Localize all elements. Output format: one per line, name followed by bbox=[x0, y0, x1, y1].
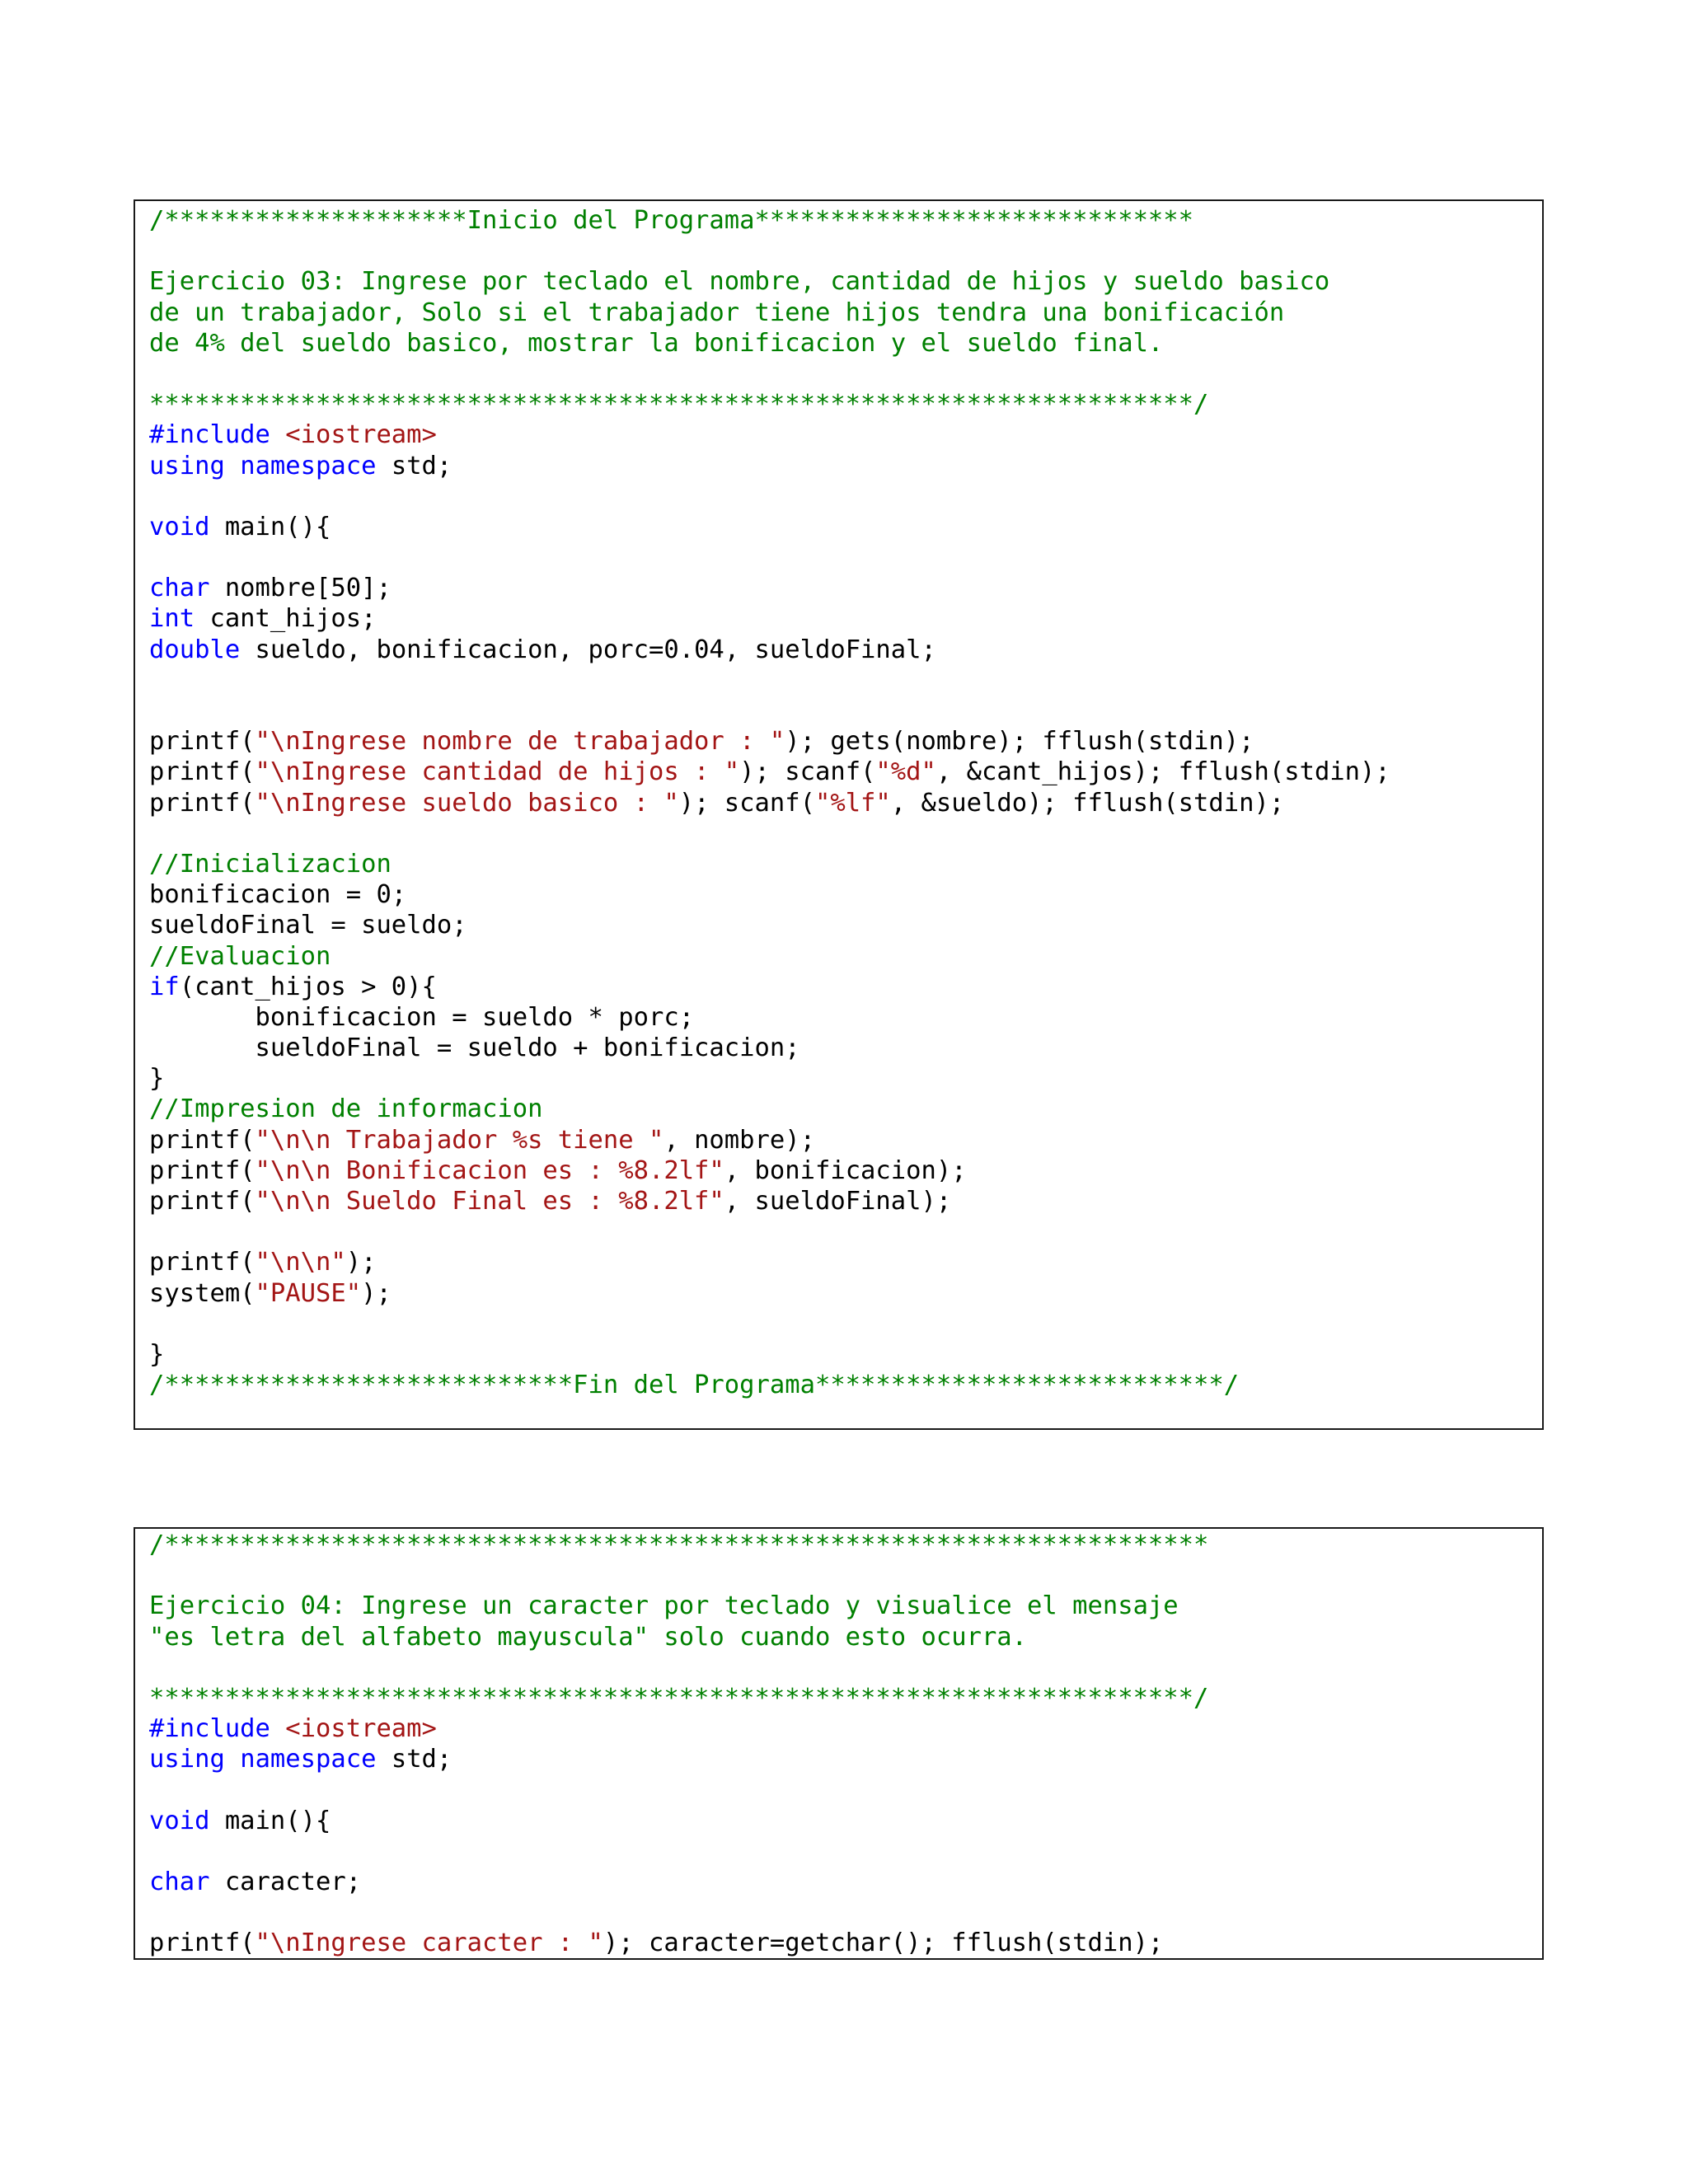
code-string: "\n\n Trabajador %s tiene " bbox=[255, 1125, 664, 1155]
code-keyword: int bbox=[149, 604, 195, 634]
code-string: <iostream> bbox=[285, 1714, 437, 1744]
code-line bbox=[149, 665, 1390, 696]
code-string: "\n\n Bonificacion es : %8.2lf" bbox=[255, 1155, 724, 1185]
code-string: "\nIngrese cantidad de hijos : " bbox=[255, 757, 740, 787]
code-text: printf( bbox=[149, 1155, 256, 1185]
code-line bbox=[149, 635, 1390, 665]
code-text: , bonificacion); bbox=[724, 1155, 967, 1185]
code-keyword: namespace bbox=[240, 451, 377, 480]
code-line bbox=[149, 1033, 1390, 1063]
code-line bbox=[149, 696, 1390, 726]
code-line bbox=[149, 941, 1390, 972]
code-line bbox=[149, 1744, 1208, 1774]
code-line bbox=[149, 1125, 1390, 1155]
code-text: sueldo, bonificacion, porc=0.04, sueldoFinal; bbox=[240, 635, 936, 664]
code-text: , nombre); bbox=[663, 1125, 815, 1155]
code-line bbox=[149, 266, 1390, 297]
code-line bbox=[149, 1309, 1390, 1339]
code-line bbox=[149, 389, 1390, 419]
code-comment: *********************************************************************/ bbox=[149, 390, 1209, 419]
code-line bbox=[149, 1186, 1390, 1216]
code-line bbox=[149, 1247, 1390, 1277]
code-comment: /***************************Fin del Programa***************************/ bbox=[149, 1371, 1240, 1400]
code-line bbox=[149, 298, 1390, 328]
code-text: nombre[50]; bbox=[209, 574, 392, 603]
code-keyword: double bbox=[149, 635, 241, 664]
code-line bbox=[149, 603, 1390, 634]
code-line bbox=[149, 328, 1390, 359]
code-line bbox=[149, 1063, 1390, 1094]
code-keyword: #include bbox=[149, 420, 286, 450]
code-line bbox=[149, 451, 1390, 481]
code-text: , &cant_hijos); fflush(stdin); bbox=[935, 757, 1390, 787]
code-keyword: char bbox=[149, 574, 210, 603]
code-text: , &sueldo); fflush(stdin); bbox=[890, 788, 1285, 818]
code-line bbox=[149, 1683, 1208, 1713]
code-line bbox=[149, 1278, 1390, 1309]
code-block-ejercicio-03 bbox=[134, 199, 1544, 1430]
code-text: main(){ bbox=[209, 1806, 331, 1835]
code-comment: /********************Inicio del Programa***************************** bbox=[149, 206, 1194, 235]
code-string: "\n\n Sueldo Final es : %8.2lf" bbox=[255, 1187, 724, 1216]
code-string: "\n\n" bbox=[255, 1248, 346, 1277]
code-string: "\nIngrese caracter : " bbox=[255, 1929, 603, 1958]
code-comment: de 4% del sueldo basico, mostrar la bonificacion y el sueldo final. bbox=[149, 328, 1164, 358]
code-line bbox=[149, 1806, 1208, 1836]
code-line bbox=[149, 879, 1390, 910]
code-line bbox=[149, 972, 1390, 1002]
code-comment: /********************************************************************* bbox=[149, 1530, 1209, 1559]
code-string: "\nIngrese nombre de trabajador : " bbox=[255, 727, 785, 757]
code-keyword: namespace bbox=[240, 1745, 377, 1774]
code-line bbox=[149, 1530, 1208, 1560]
code-text: bonificacion = 0; bbox=[149, 880, 407, 910]
code-text: } bbox=[149, 1339, 165, 1369]
code-text: ); scanf( bbox=[739, 757, 876, 787]
code-line bbox=[149, 1652, 1208, 1683]
code-comment: de un trabajador, Solo si el trabajador tiene hijos tendra una bonificación bbox=[149, 298, 1285, 327]
code-text: printf( bbox=[149, 757, 256, 787]
code-line bbox=[149, 849, 1390, 879]
code-text bbox=[225, 452, 240, 480]
code-comment: Ejercicio 03: Ingrese por teclado el nombre, cantidad de hijos y sueldo basico bbox=[149, 267, 1330, 297]
code-line bbox=[149, 1216, 1390, 1247]
code-text: , sueldoFinal); bbox=[724, 1187, 952, 1216]
code-block-ejercicio-04 bbox=[134, 1527, 1544, 1960]
code-text: } bbox=[149, 1064, 165, 1094]
code-line bbox=[149, 818, 1390, 849]
code-line bbox=[149, 726, 1390, 757]
code-keyword: char bbox=[149, 1868, 210, 1897]
code-string: "\nIngrese sueldo basico : " bbox=[255, 788, 679, 818]
code-comment: //Inicializacion bbox=[149, 849, 392, 879]
code-comment: "es letra del alfabeto mayuscula" solo cuando esto ocurra. bbox=[149, 1622, 1028, 1652]
code-text: sueldoFinal = sueldo; bbox=[149, 911, 467, 940]
code-text bbox=[225, 1745, 240, 1774]
code-line bbox=[149, 542, 1390, 573]
code-line bbox=[149, 1622, 1208, 1652]
code-comment: *********************************************************************/ bbox=[149, 1683, 1209, 1713]
code-comment: Ejercicio 04: Ingrese un caracter por teclado y visualice el mensaje bbox=[149, 1591, 1179, 1621]
code-text: printf( bbox=[149, 788, 256, 818]
code-text: printf( bbox=[149, 1929, 256, 1958]
code-comment: //Impresion de informacion bbox=[149, 1094, 543, 1124]
code-text: ); scanf( bbox=[678, 788, 815, 818]
code-line bbox=[149, 481, 1390, 512]
code-text: bonificacion = sueldo * porc; bbox=[149, 1002, 695, 1032]
code-line bbox=[149, 419, 1390, 450]
code-line bbox=[149, 1591, 1208, 1621]
code-keyword: void bbox=[149, 512, 210, 541]
code-line bbox=[149, 573, 1390, 603]
code-text: sueldoFinal = sueldo + bonificacion; bbox=[149, 1033, 800, 1063]
code-text: printf( bbox=[149, 727, 256, 757]
code-line bbox=[149, 788, 1390, 818]
code-keyword: using bbox=[149, 451, 225, 480]
code-text: caracter; bbox=[209, 1868, 362, 1897]
code-line bbox=[149, 1370, 1390, 1400]
code-text: main(){ bbox=[209, 512, 331, 541]
code-text: cant_hijos; bbox=[195, 604, 377, 634]
code-text: printf( bbox=[149, 1125, 256, 1155]
code-line bbox=[149, 1339, 1390, 1370]
code-line bbox=[149, 1560, 1208, 1591]
code-string: "%d" bbox=[875, 757, 936, 787]
code-line bbox=[149, 1928, 1208, 1958]
code-line bbox=[149, 1713, 1208, 1744]
code-string: <iostream> bbox=[285, 420, 437, 450]
code-comment: //Evaluacion bbox=[149, 941, 331, 971]
code-string: "PAUSE" bbox=[255, 1278, 362, 1308]
code-text: std; bbox=[376, 451, 452, 480]
code-line bbox=[149, 1897, 1208, 1928]
code-text: system( bbox=[149, 1278, 256, 1308]
code-text: printf( bbox=[149, 1187, 256, 1216]
code-keyword: void bbox=[149, 1806, 210, 1835]
code-keyword: #include bbox=[149, 1714, 286, 1744]
code-keyword: if bbox=[149, 972, 180, 1001]
code-text: ); gets(nombre); fflush(stdin); bbox=[785, 727, 1254, 757]
code-line bbox=[149, 1094, 1390, 1124]
code-text: ); caracter=getchar(); fflush(stdin); bbox=[603, 1929, 1164, 1958]
code-line bbox=[149, 205, 1390, 236]
code-listing bbox=[149, 205, 1390, 1400]
code-line bbox=[149, 1836, 1208, 1867]
code-line bbox=[149, 757, 1390, 787]
code-text: ); bbox=[345, 1248, 377, 1277]
code-text: ); bbox=[361, 1278, 392, 1308]
code-listing bbox=[149, 1530, 1208, 1959]
code-string: "%lf" bbox=[814, 788, 891, 818]
code-line bbox=[149, 359, 1390, 389]
code-keyword: using bbox=[149, 1745, 225, 1774]
code-line bbox=[149, 512, 1390, 542]
code-text: (cant_hijos > 0){ bbox=[179, 972, 437, 1001]
code-line bbox=[149, 1775, 1208, 1806]
code-line bbox=[149, 1155, 1390, 1186]
code-line bbox=[149, 236, 1390, 266]
code-line bbox=[149, 910, 1390, 940]
code-text: std; bbox=[376, 1745, 452, 1774]
code-line bbox=[149, 1867, 1208, 1897]
code-line bbox=[149, 1002, 1390, 1033]
code-text: printf( bbox=[149, 1248, 256, 1277]
